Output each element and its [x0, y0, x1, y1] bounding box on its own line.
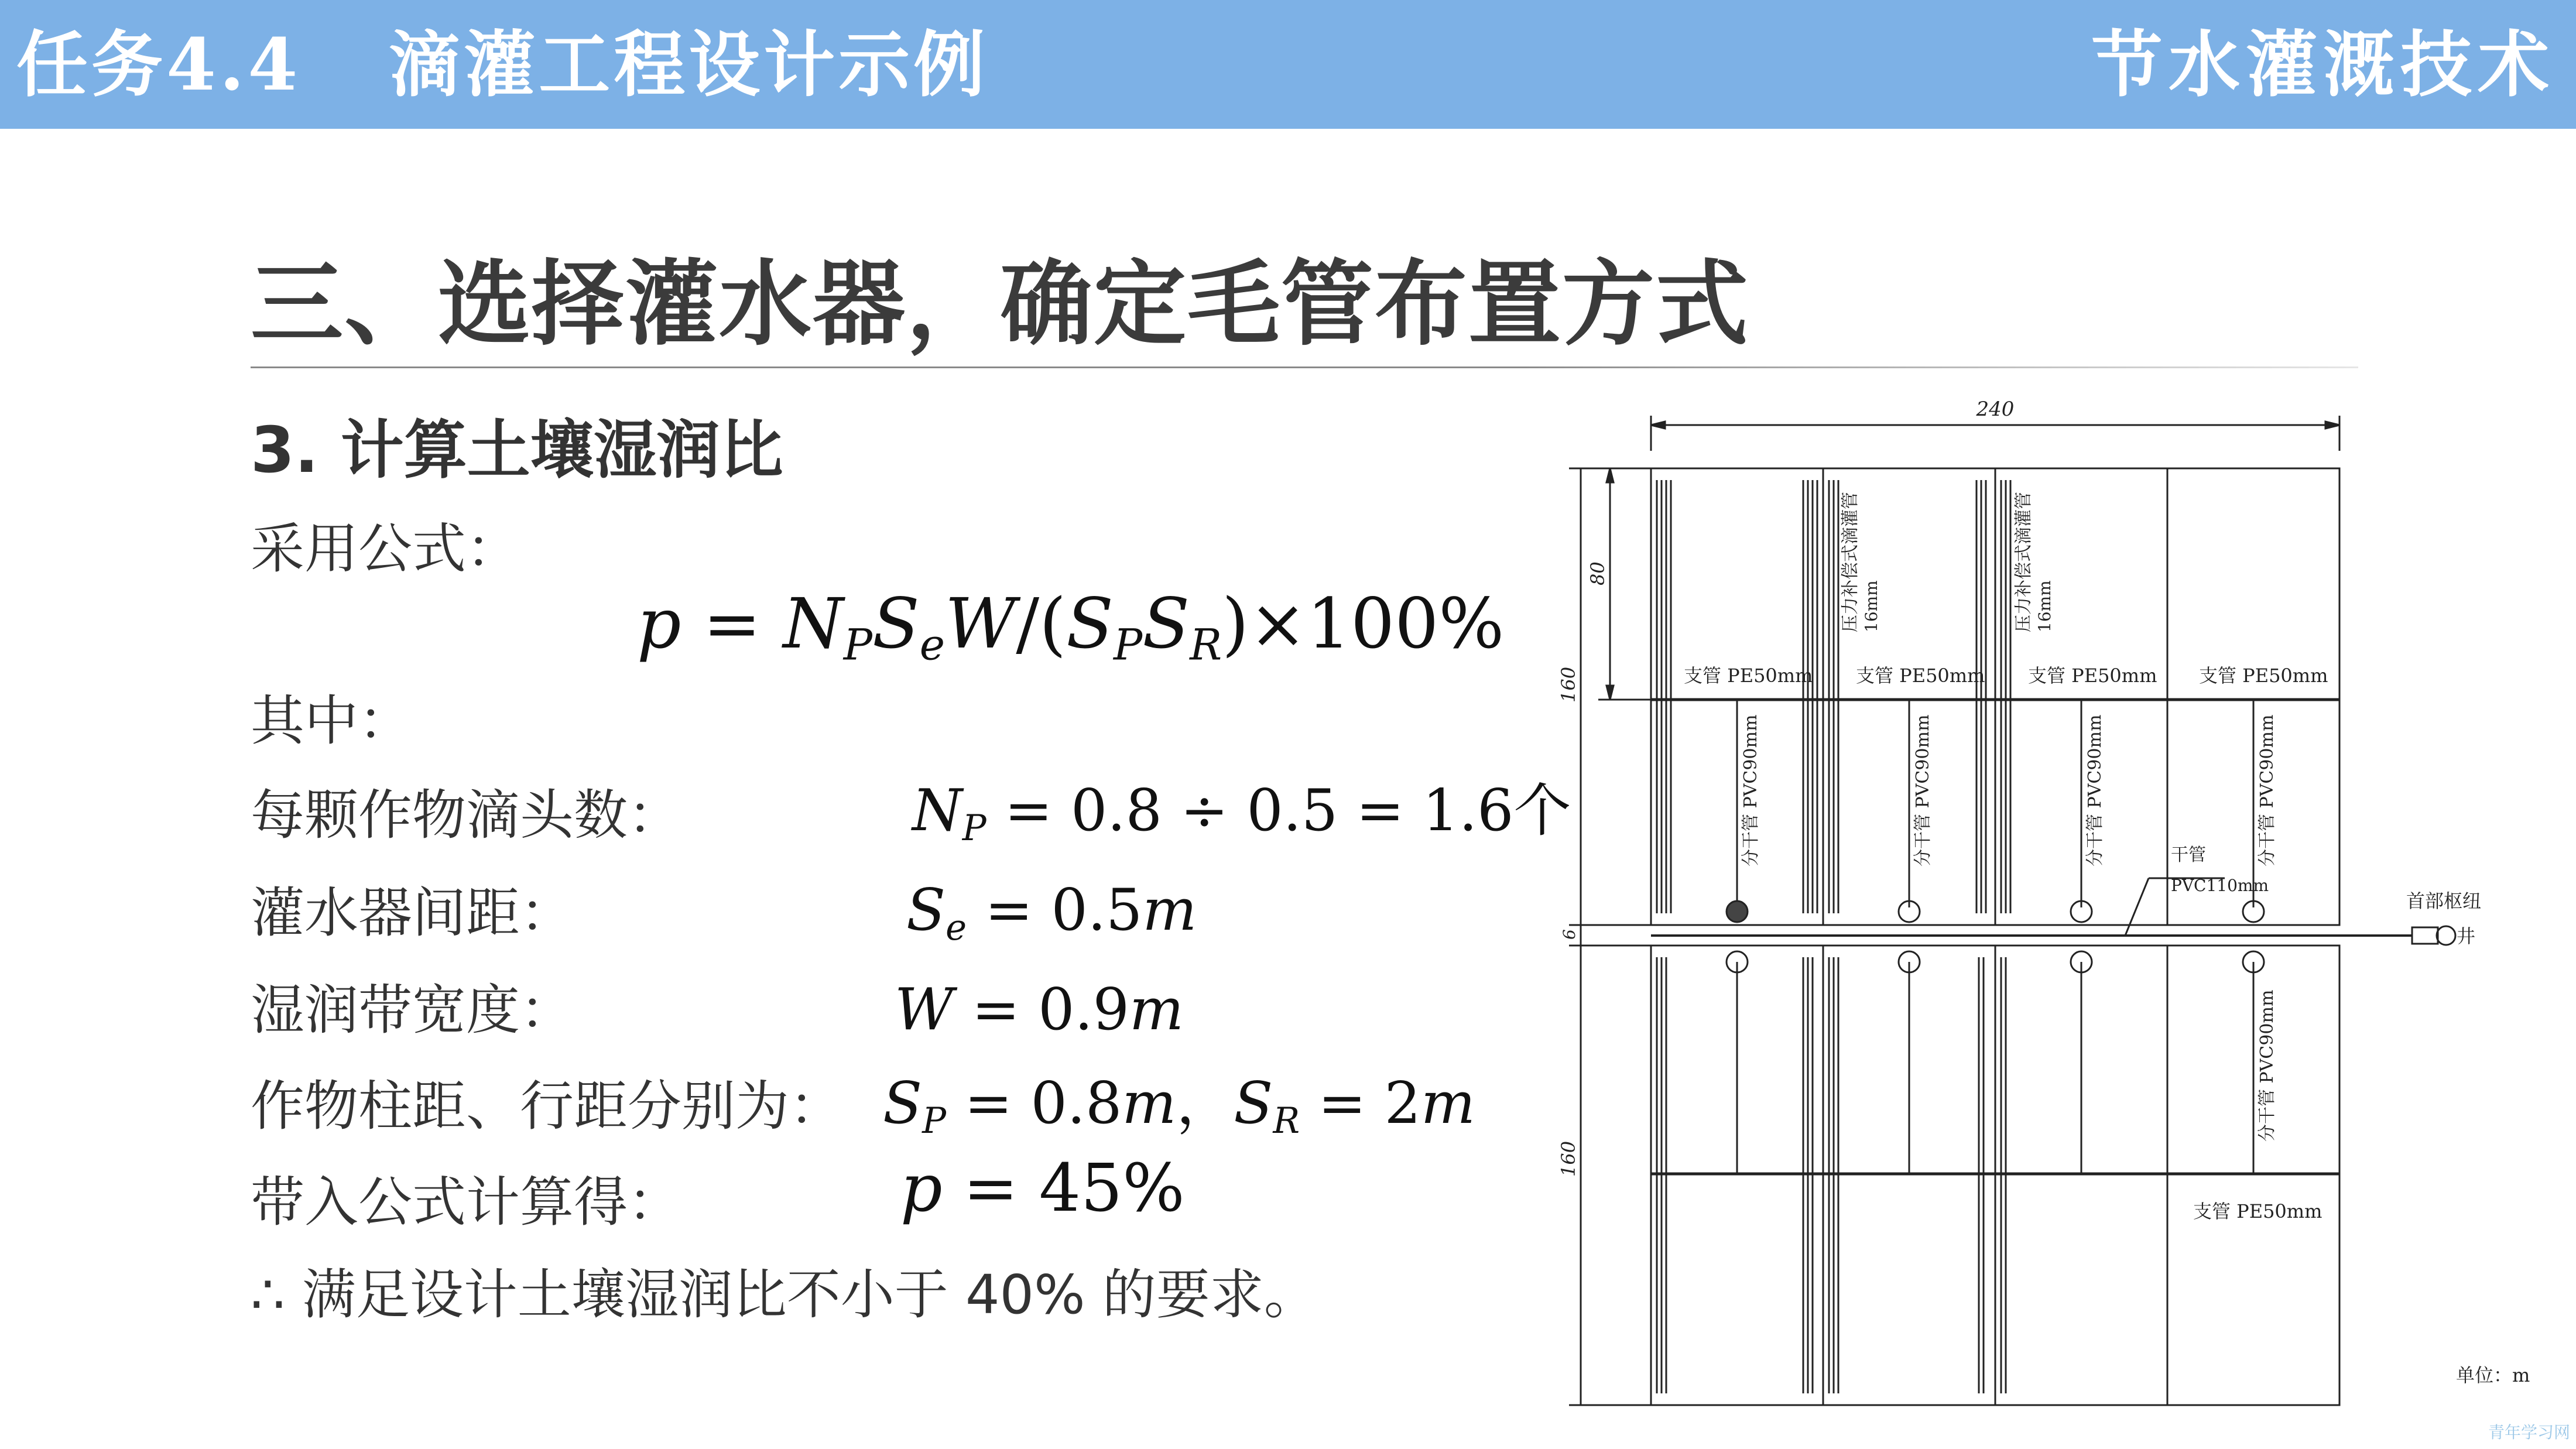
branch-pipe-label-lower: 支管 PE50mm — [2193, 1200, 2322, 1222]
sr-unit: m — [1420, 1070, 1475, 1137]
header-bar — [0, 0, 2576, 129]
se-value: = 0.5 — [985, 877, 1143, 944]
formula-intro: 采用公式： — [251, 518, 520, 580]
sr-value: = 2 — [1318, 1070, 1421, 1137]
sp-sr-formula: $S_P = 0.8m$，$S_R = 2m$ — [883, 1070, 1475, 1142]
watermark: 青年学习网 — [2488, 1423, 2571, 1442]
sub-main-label-3: 分干管 PVC90mm — [2085, 714, 2105, 866]
sub-main-label-1: 分干管 PVC90mm — [1741, 714, 1761, 866]
np-value: = 0.8 ÷ 0.5 = 1.6个 — [1004, 777, 1571, 844]
result-label: 带入公式计算得： — [251, 1171, 682, 1234]
se-label: 灌水器间距： — [251, 882, 574, 944]
main-pipe-spec: PVC110mm — [2171, 876, 2269, 895]
section-title: 三、选择灌水器，确定毛管布置方式 — [251, 251, 1749, 358]
w-value: = 0.9 — [971, 977, 1130, 1043]
main-formula: $p = N_PS_eW/(S_PS_R)\times 100\%$ — [637, 583, 1505, 670]
course-name: 节水灌溉技术 — [2091, 22, 2555, 107]
sub-main-label-lower: 分干管 PVC90mm — [2257, 989, 2277, 1142]
unit-label: 单位：m — [2456, 1364, 2530, 1386]
branch-pipe-label-4: 支管 PE50mm — [2199, 664, 2328, 687]
np-label: 每颗作物滴头数： — [251, 784, 682, 847]
result-formula: p = 45% — [900, 1150, 1185, 1227]
sp-unit: m — [1122, 1070, 1177, 1137]
main-pipe-label: 干管 — [2171, 845, 2206, 865]
sub-main-label-4: 分干管 PVC90mm — [2257, 714, 2277, 866]
se-unit: m — [1142, 877, 1197, 944]
emitter-spec-1: 16mm — [1862, 580, 1881, 632]
emitter-label-1: 压力补偿式滴灌管 — [1840, 492, 1861, 632]
head-hub-label: 首部枢纽 — [2406, 890, 2482, 912]
dim-6: 6 — [1560, 929, 1579, 940]
w-formula: W = 0.9m — [895, 977, 1184, 1043]
section-divider — [251, 366, 2358, 368]
emitter-label-2: 压力补偿式滴灌管 — [2013, 492, 2034, 632]
result-value: = 45% — [963, 1150, 1185, 1227]
dim-80: 80 — [1587, 561, 1609, 585]
se-formula: $S_e = 0.5m$ — [906, 877, 1197, 948]
drip-layout-diagram — [1546, 386, 2553, 1440]
branch-pipe-label-2: 支管 PE50mm — [1856, 664, 1985, 687]
task-title: 滴灌工程设计示例 — [389, 22, 989, 107]
np-formula: $N_P = 0.8 \div 0.5 = 1.6$个 — [912, 777, 1571, 849]
branch-pipe-label-3: 支管 PE50mm — [2028, 664, 2157, 687]
sp-value: = 0.8 — [964, 1070, 1122, 1137]
task-number: 任务4.4 — [16, 22, 302, 107]
sub-main-label-2: 分干管 PVC90mm — [1913, 714, 1933, 866]
dim-160-top: 160 — [1557, 666, 1580, 703]
w-label: 湿润带宽度： — [251, 979, 574, 1042]
dim-width: 240 — [1976, 398, 2015, 421]
subheading: 3. 计算土壤湿润比 — [251, 414, 783, 487]
emitter-spec-2: 16mm — [2035, 580, 2054, 632]
sp-sr-label: 作物柱距、行距分别为： — [251, 1075, 844, 1138]
head-hub-well: 井 — [2457, 925, 2476, 947]
valve-icon — [1727, 901, 1748, 922]
branch-pipe-label-1: 支管 PE50mm — [1684, 664, 1813, 687]
dim-160-bottom: 160 — [1557, 1140, 1580, 1177]
head-hub-icon — [2412, 927, 2438, 944]
task-heading — [16, 18, 988, 111]
where-label: 其中： — [251, 690, 413, 752]
w-unit: m — [1129, 977, 1184, 1043]
conclusion: ∴ 满足设计土壤湿润比不小于 40% 的要求。 — [251, 1263, 1318, 1326]
